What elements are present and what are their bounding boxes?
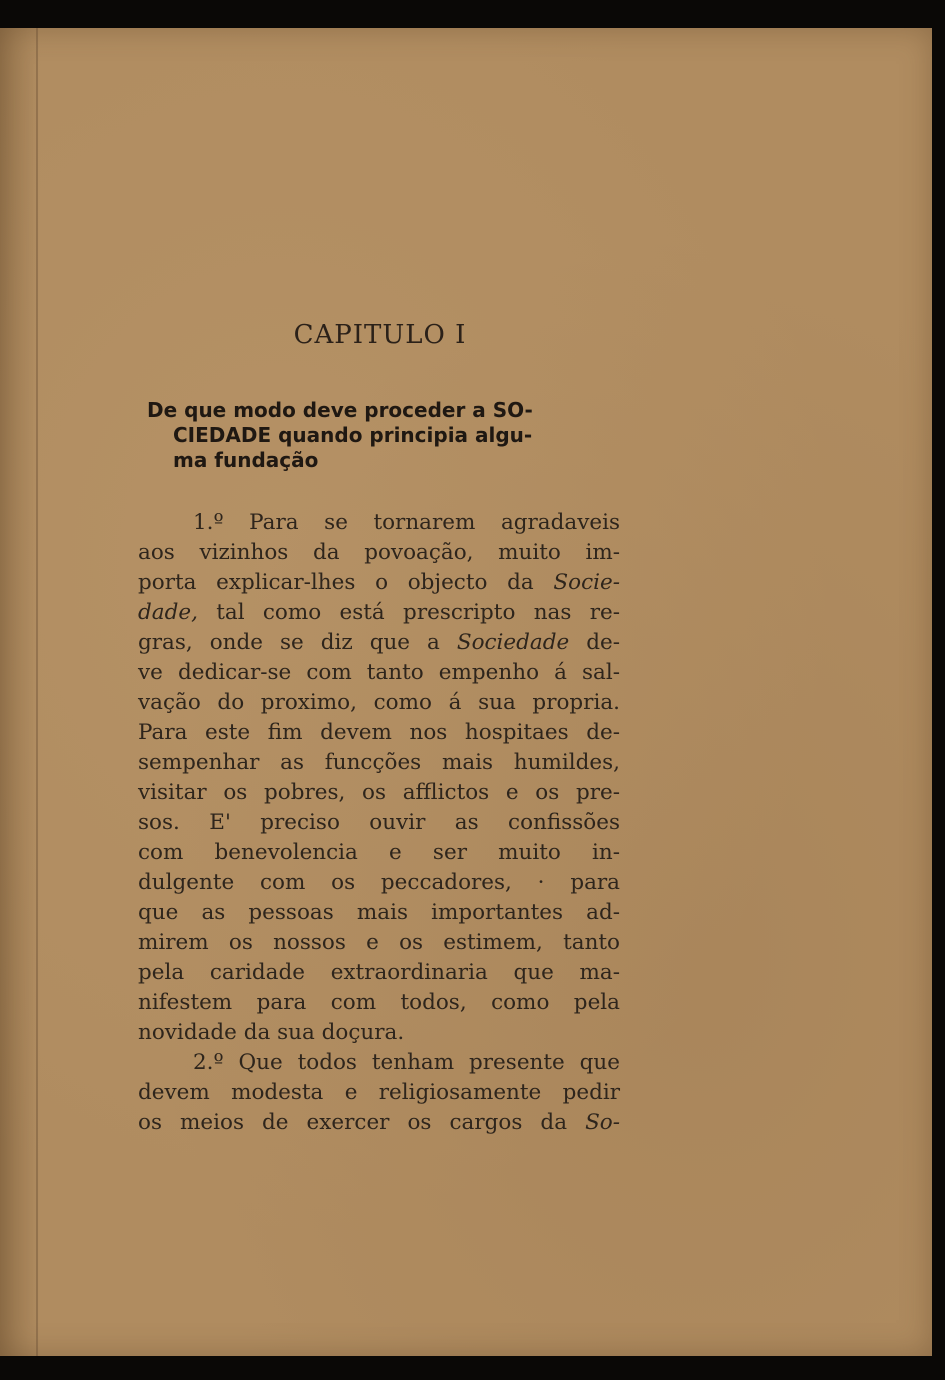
body-line xyxy=(138,1108,620,1138)
body-line: Para este fim devem nos hospitaes de- xyxy=(138,720,620,745)
body-line: sos. E' preciso ouvir as confissões xyxy=(138,810,620,835)
body-line: vação do proximo, como á sua propria. xyxy=(138,690,620,715)
body-line: 2.º Que todos tenham presente que xyxy=(193,1050,620,1075)
italic-word: Socie- xyxy=(553,570,620,595)
paper-sheet xyxy=(0,28,932,1356)
body-line xyxy=(138,598,620,628)
body-line-text: de- xyxy=(586,630,620,655)
chapter-heading: CAPITULO I xyxy=(293,320,467,350)
subtitle-line: CIEDADE quando principia algu- xyxy=(173,423,533,447)
body-line: aos vizinhos da povoação, muito im- xyxy=(138,540,620,565)
body-line: sempenhar as funcções mais humildes, xyxy=(138,750,620,775)
italic-word: Sociedade xyxy=(456,630,570,655)
subtitle-line: De que modo deve proceder a SO- xyxy=(147,398,533,422)
body-line-text: tal como está prescripto nas re- xyxy=(216,600,620,625)
chapter-subtitle xyxy=(147,398,637,473)
body-line: nifestem para com todos, como pela xyxy=(138,990,620,1015)
body-line xyxy=(138,568,620,598)
body-line: ve dedicar-se com tanto empenho á sal- xyxy=(138,660,620,685)
body-line: novidade da sua doçura. xyxy=(138,1020,405,1045)
body-line xyxy=(138,628,620,658)
body-line: visitar os pobres, os afflictos e os pre- xyxy=(138,780,620,805)
body-line: pela caridade extraordinaria que ma- xyxy=(138,960,620,985)
body-line: 1.º Para se tornarem agradaveis xyxy=(193,510,620,535)
subtitle-line: ma fundação xyxy=(173,448,319,472)
body-text xyxy=(138,508,620,1138)
body-line: devem modesta e religiosamente pedir xyxy=(138,1080,620,1105)
body-line-text: gras, onde se diz que a xyxy=(138,630,440,655)
body-line: que as pessoas mais importantes ad- xyxy=(138,900,620,925)
italic-word: dade, xyxy=(138,600,198,625)
body-line: com benevolencia e ser muito in- xyxy=(138,840,620,865)
body-line: mirem os nossos e os estimem, tanto xyxy=(138,930,620,955)
body-line-text: porta explicar-lhes o objecto da xyxy=(138,570,534,595)
body-line: dulgente com os peccadores, · para xyxy=(138,870,620,895)
body-line-text: os meios de exercer os cargos da xyxy=(138,1110,568,1135)
italic-word: So- xyxy=(585,1110,620,1135)
